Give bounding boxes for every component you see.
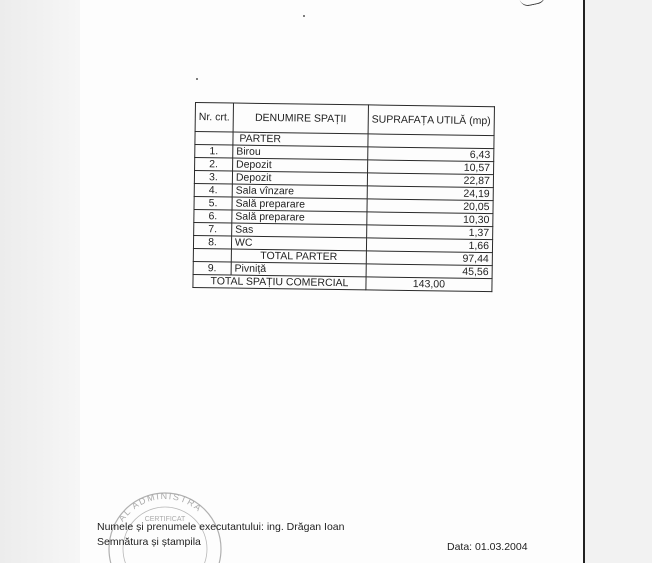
row-name: WC	[231, 236, 366, 251]
row-name: Birou	[233, 145, 368, 160]
grand-total-label: TOTAL SPAȚIU COMERCIAL	[193, 274, 366, 289]
scan-speck	[196, 78, 198, 80]
row-area: 1,37	[367, 225, 493, 240]
row-nr: 5.	[194, 196, 232, 210]
executant-line: Numele și prenumele executantului: ing. Drăgan Ioan	[97, 521, 345, 533]
row-area: 24,19	[367, 186, 493, 201]
row-nr: 3.	[194, 171, 232, 185]
grand-total-area: 143,00	[366, 277, 492, 292]
stamp-arc-text: AL ADMINISTRA	[116, 490, 205, 524]
row-name: Depozit	[232, 158, 367, 173]
row-area: 10,30	[367, 212, 493, 227]
section-label: PARTER	[233, 132, 368, 147]
table-header-row	[195, 103, 494, 136]
header-name: DENUMIRE SPAȚII	[233, 103, 368, 134]
row-nr: 4.	[194, 183, 232, 197]
signature-block	[97, 520, 344, 550]
row-nr: 7.	[194, 222, 232, 236]
row-area: 1,66	[366, 238, 492, 253]
header-area: SUPRAFAȚA UTILĂ (mp)	[368, 105, 494, 136]
row-area: 10,57	[367, 160, 493, 175]
row-area: 20,05	[367, 199, 493, 214]
signature-line: Semnătura și ștampila	[97, 536, 201, 548]
row-nr: 6.	[194, 209, 232, 223]
row-name: Sala vînzare	[232, 184, 367, 199]
scan-speck	[303, 15, 305, 17]
area-table	[192, 102, 495, 292]
row-name: Sas	[232, 223, 367, 238]
row-name: Depozit	[232, 171, 367, 186]
row-nr: 1.	[195, 145, 233, 159]
header-nr: Nr. crt.	[195, 103, 233, 133]
row-area: 45,56	[366, 264, 492, 279]
row-nr: 8.	[193, 235, 231, 249]
row-area: 22,87	[367, 173, 493, 188]
row-area: 6,43	[368, 147, 494, 162]
row-name: Sală preparare	[232, 197, 367, 212]
stamp-inner-text: CERTIFICAT	[144, 516, 186, 523]
subtotal-area: 97,44	[366, 251, 492, 266]
row-nr: 2.	[195, 158, 233, 172]
row-nr: 9.	[193, 261, 231, 275]
scan-right-margin	[585, 0, 652, 563]
scan-left-margin	[0, 0, 80, 563]
row-name: Pivniță	[231, 262, 366, 277]
row-name: Sală preparare	[232, 210, 367, 225]
subtotal-label: TOTAL PARTER	[231, 249, 366, 264]
document-date: Data: 01.03.2004	[447, 541, 528, 553]
